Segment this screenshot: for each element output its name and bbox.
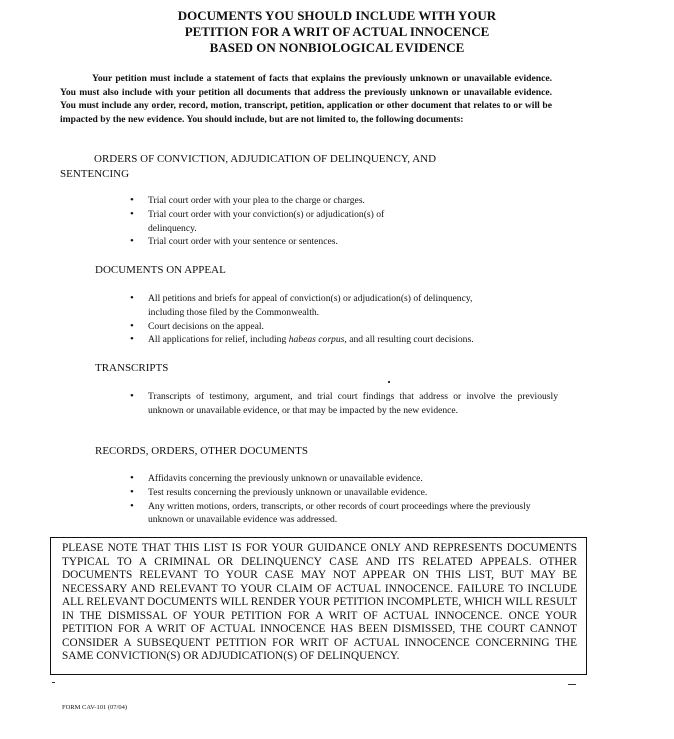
records-list [130,472,560,527]
list-item: • Trial court order with your sentence or sentences. [130,235,450,249]
section-heading-appeal: DOCUMENTS ON APPEAL [95,264,226,276]
list-item: • Any written motions, orders, transcripts, or other records of court proceedings where the previously unknown or unavailable evidence was addressed. [130,500,560,528]
list-item: • Trial court order with your plea to the charge or charges. [130,194,450,208]
transcripts-list [130,390,558,418]
list-item: • Transcripts of testimony, argument, and trial court findings that address or involve the previously unknown or unavailable evidence, or that may be impacted by the new evidence. [130,390,558,418]
section-heading-orders: ORDERS OF CONVICTION, ADJUDICATION OF DELINQUENCY, AND SENTENCING [60,153,437,180]
list-item: • Trial court order with your conviction(s) or adjudication(s) of delinquency. [130,208,428,236]
title-line-3: BASED ON NONBIOLOGICAL EVIDENCE [209,40,465,55]
scan-speck [52,682,55,683]
appeal-list [130,292,560,347]
form-number: FORM CAV-101 (07/04) [62,704,128,711]
intro-paragraph [60,72,552,126]
list-item: • All petitions and briefs for appeal of conviction(s) or adjudication(s) of delinquency, including those filed by the Commonwealth. [130,292,478,320]
list-item [130,333,560,347]
list-item: • Court decisions on the appeal. [130,320,560,334]
scan-speck [568,684,576,685]
title-line-1: DOCUMENTS YOU SHOULD INCLUDE WITH YOUR [177,8,497,23]
list-item: • Test results concerning the previously unknown or unavailable evidence. [130,486,560,500]
document-title [0,8,674,56]
list-item: • Affidavits concerning the previously unknown or unavailable evidence. [130,472,560,486]
relief-text-end: and all resulting court decisions. [349,334,474,346]
section-heading-records: RECORDS, ORDERS, OTHER DOCUMENTS [95,445,308,457]
habeas-corpus-text: habeas corpus, [288,334,347,346]
notice-text: PLEASE NOTE THAT THIS LIST IS FOR YOUR GUIDANCE ONLY AND REPRESENTS DOCUMENTS TYPICAL TO A CRIMINAL OR DELINQUENCY CASE AND ITS RELATED APPEALS. OTHER DOCUMENTS RELEVANT TO YOUR CASE MAY NOT APPEAR ON THIS LIST, BUT MAY BE NECESSARY AND RELEVANT TO YOUR CLAIM OF ACTUAL INNOCENCE. FAILURE TO INCLUDE ALL RELEVANT DOCUMENTS WILL RENDER YOUR PETITION INCOMPLETE, WHICH WILL RESULT IN THE DISMISSAL OF YOUR PETITION FOR A WRIT OF ACTUAL INNOCENCE. ONCE YOUR PETITION FOR A WRIT OF ACTUAL INNOCENCE HAS BEEN DISMISSED, THE COURT CANNOT CONSIDER A SUBSEQUENT PETITION FOR WRIT OF ACTUAL INNOCENCE CONCERNING THE SAME CONVICTION(S) OR ADJUDICATION(S) OF DELINQUENCY. [62,542,577,662]
scan-speck [388,381,390,383]
intro-text: Your petition must include a statement of facts that explains the previously unknown or unavailable evidence. You must also include with your petition all documents that address the previously unknown or unavailable evidence. You must include any order, record, motion, transcript, petition, application or other document that relates to or will be impacted by the new evidence. You should include, but are not limited to, the following documents: [60,73,552,125]
section-heading-transcripts: TRANSCRIPTS [95,362,169,374]
relief-text: All applications for relief, including [148,334,287,346]
orders-list [130,194,450,249]
title-line-2: PETITION FOR A WRIT OF ACTUAL INNOCENCE [184,24,490,39]
